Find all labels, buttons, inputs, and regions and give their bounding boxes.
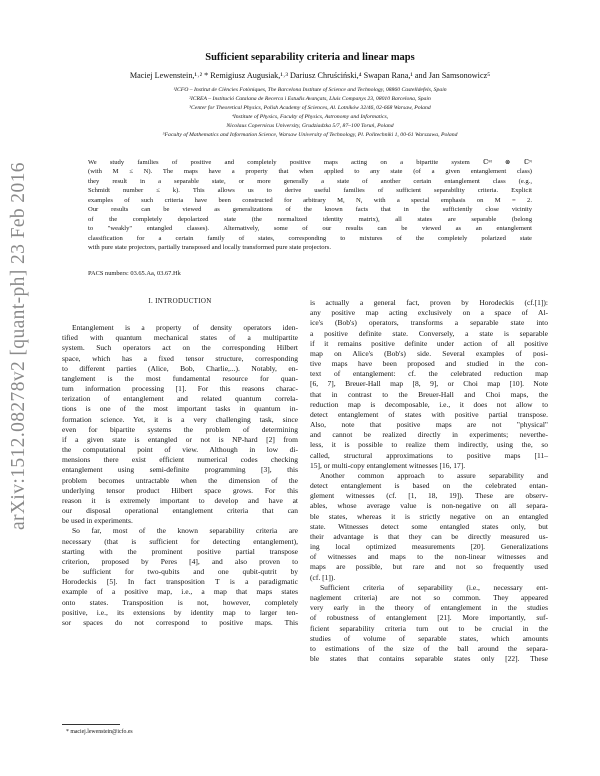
abstract-line: they result in a separable state, or more generally a state of another certain entanglement class (e.g., (88, 177, 532, 185)
abstract-line: with pure state projectors, partially transposed and locally transformed pure state projectors. (88, 243, 331, 251)
body-line: less, it is possible to realize them indirectly, using the, so (310, 440, 548, 450)
body-line: system. Such operators act on the corresponding Hilbert (62, 343, 298, 353)
affiliation: ⁵Faculty of Mathematics and Information Science, Warsaw University of Technology, Pl. Politechniki 1, 00-61 Warszawa, Poland (162, 132, 458, 139)
body-line: criterion, proposed by Peres [4], and also proven to (62, 556, 298, 566)
pacs-numbers: PACS numbers: 03.65.Aa, 03.67.Hk (88, 270, 181, 277)
body-line: be sufficient for two-qubits and one qubit-qutrit by (62, 567, 298, 577)
body-line: called, structural approximations to positive maps [11– (310, 450, 548, 460)
left-column (62, 323, 298, 628)
body-line: underlying tensor product Hilbert space grows. For this (62, 485, 298, 495)
body-line: Also, note that positive maps are not "physical" (310, 420, 548, 430)
body-line: a positive definite state. Conversely, a state is separable (310, 328, 548, 338)
body-line: tanglement is the most fundamental resource for quan- (62, 373, 298, 383)
body-line: formation science. Yet, it is a very challenging task, since (62, 414, 298, 424)
body-line: mensions there exist efficient numerical codes checking (62, 455, 298, 465)
arxiv-stamp: arXiv:1512.08278v2 [quant-ph] 23 Feb 2016 (8, 162, 29, 530)
body-line: sor spaces do not correspond to positive maps. This (62, 617, 298, 627)
affiliation: ⁴Institute of Physics, Faculty of Physics, Astronomy and Informatics, (231, 114, 389, 121)
body-line: is actually a general fact, proven by Horodeckis (cf.[1]): (310, 298, 548, 307)
body-line: any positive map acting exclusively on a space of Al- (310, 308, 548, 318)
body-line: detect entanglement is based on the celebrated entan- (310, 481, 548, 491)
abstract-line: classification for a certain family of states, corresponding to mixtures of the completely polarized state (88, 234, 532, 242)
body-line: ing local optimized measurements [20]. Generalizations (310, 542, 548, 552)
abstract-line: of the completely depolarized state (the normalized identity matrix), all states are separable (belong (88, 215, 532, 223)
body-line: 15], or multi-copy entanglement witnesses [16, 17]. (310, 460, 466, 470)
footnote-email[interactable]: * maciej.lewenstein@icfo.es (66, 729, 133, 735)
affiliation: ²ICREA – Institució Catalana de Recerca i Estudis Avançats, Lluis Companys 23, 08010 Barcelona, Spain (189, 96, 431, 103)
body-line: space, which has a fixed tensor structure, corresponding (62, 353, 298, 363)
body-line: Another common approach to assure separability and (320, 470, 548, 480)
body-line: and cannot be realized directly in experiments; neverthe- (310, 430, 548, 440)
body-line: reason it is extremely important to develop and have at (62, 495, 298, 505)
body-line: tive maps have been proposed and studied in the con- (310, 359, 548, 369)
body-line: of robustness of entanglement [21]. More importantly, suf- (310, 613, 548, 623)
affiliation: ¹ICFO – Institut de Ciències Fotòniques, The Barcelona Institute of Science and Technology, 08860 Castelldefels, Spain (173, 87, 447, 93)
abstract (88, 158, 532, 252)
body-line: tions is one of the most important tasks in quantum in- (62, 404, 298, 414)
affiliation: Nicolaus Copernicus University, Grudziadzka 5/7, 87–100 Toruń, Poland (226, 123, 394, 130)
body-line: tum information processing [1]. For this reasons charac- (62, 384, 298, 394)
body-line: ble states, whereas it is strictly negative on an entangled (310, 511, 548, 521)
body-line: tified with quantum mechanical states of a multipartite (62, 333, 298, 343)
body-line: studies of volume of separable states, which amounts (310, 633, 548, 643)
body-line: of witnesses and maps to the non-linear witnesses and (310, 552, 548, 562)
body-line: glement witnesses (cf. [1, 18, 19]). These are observ- (310, 491, 548, 501)
body-line: naglement criteria) are not so common. They appeared (310, 592, 548, 602)
body-line: detect entanglement of states with positive partial transpose. (310, 409, 548, 419)
body-line: [6, 7], Breuer-Hall map [8, 9], or Choi map [10]. Note (310, 379, 548, 389)
body-line: if it remains positive definite under action of all positive (310, 338, 548, 348)
section-heading: I. INTRODUCTION (148, 297, 212, 305)
body-line: ficient separability criteria turn out to be crucial in the (310, 623, 548, 633)
abstract-line: We study families of positive and completely positive maps acting on a bipartite system ℂᴹ ⊗ ℂᴺ (88, 159, 532, 166)
body-line: to estimations of the size of the ball around the separa- (310, 643, 548, 653)
body-line: very early in the theory of entanglement in the studies (310, 603, 548, 613)
body-line: text of entanglement: cf. the celebrated reduction map (310, 369, 548, 379)
body-line: So far, most of the known separability criteria are (72, 526, 298, 536)
body-line: Sufficient criteria of separability (i.e., necessary ent- (320, 582, 548, 592)
body-line: (cf. [1]). (310, 572, 336, 582)
body-line: Entanglement is a property of density operators iden- (72, 323, 298, 332)
body-line: even for bipartite systems the problem of determining (62, 424, 298, 434)
right-column (310, 298, 548, 664)
body-line: be used in experiments. (62, 516, 133, 526)
body-line: example of a positive map, i.e., a map that maps states (62, 587, 298, 597)
body-line: necessary (that is sufficient for detecting entanglement), (62, 536, 298, 546)
affiliation: ³Center for Theoretical Physics, Polish Academy of Sciences, Al. Lotników 32/46, 02-668 Warsaw, Poland (189, 105, 431, 112)
body-line: reduction map is decomposable, i.e., it does not allow to (310, 399, 548, 409)
abstract-line: Schmidt number ≤ k). This allows us to derive useful families of sufficient separability criteria. Explicit (88, 187, 532, 195)
body-line: positive, i.e., its extensions by identity map to larger ten- (62, 607, 298, 617)
body-line: problem becomes untractable when the dimension of the (62, 475, 298, 485)
body-line: ble states that contains separable states only [22]. These (310, 654, 548, 664)
body-line: terization of entanglement and related quantum correla- (62, 394, 298, 404)
body-line: Horodeckis [5]. In fact transposition T is a paradigmatic (62, 577, 298, 587)
abstract-line: (with M ≤ N). The maps have a property that when applied to any state (of a given entanglement class) (88, 168, 532, 176)
body-line: our disposal operational entanglement criteria that can (62, 506, 298, 516)
body-line: to different parties (Alice, Bob, Charlie,...). Notably, en- (62, 363, 298, 373)
body-line: the computational point of view. Although in low di- (62, 445, 298, 455)
body-line: ice's (Bob's) operators, transforms a separable state into (310, 318, 548, 328)
body-line: entanglement using semi-definite programming [3], this (62, 465, 298, 475)
body-line: state. Witnesses detect some entangled states only, but (310, 521, 548, 531)
abstract-line: Our results can be viewed as generalizations of the known facts that in the sufficiently close vicinity (88, 206, 532, 214)
body-line: maps are possible, but rare and not so frequently used (310, 562, 548, 572)
abstract-line: examples of such criteria have been constructed for arbitrary M, N, with a special emphasis on M = 2. (88, 196, 532, 204)
body-line: their advantage is that they can be directly measured us- (310, 531, 548, 541)
body-line: map on Alice's (Bob's) side. Several examples of posi- (310, 348, 548, 358)
body-line: that in contrast to the Breuer-Hall and Choi maps, the (310, 389, 548, 399)
body-line: ables, whose average value is non-negative on all separa- (310, 501, 548, 511)
body-line: starting with the prominent positive partial transpose (62, 546, 298, 556)
footnote-rule (62, 724, 120, 725)
author-list: Maciej Lewenstein,¹˒² * Remigiusz Augusiak,¹˒³ Dariusz Chruściński,⁴ Swapan Rana,¹ and Jan Samsonowicz⁵ (129, 71, 491, 80)
body-line: onto states. Transposition is not, however, completely (62, 597, 298, 607)
paper-title: Sufficient separability criteria and linear maps (205, 52, 415, 63)
body-line: if a given state is entangled or not is NP-hard [2] from (62, 434, 298, 444)
abstract-line: to "weakly" entangled classes). Alternatively, some of our results can be viewed as an entanglement (88, 225, 532, 233)
affiliations (60, 86, 560, 141)
